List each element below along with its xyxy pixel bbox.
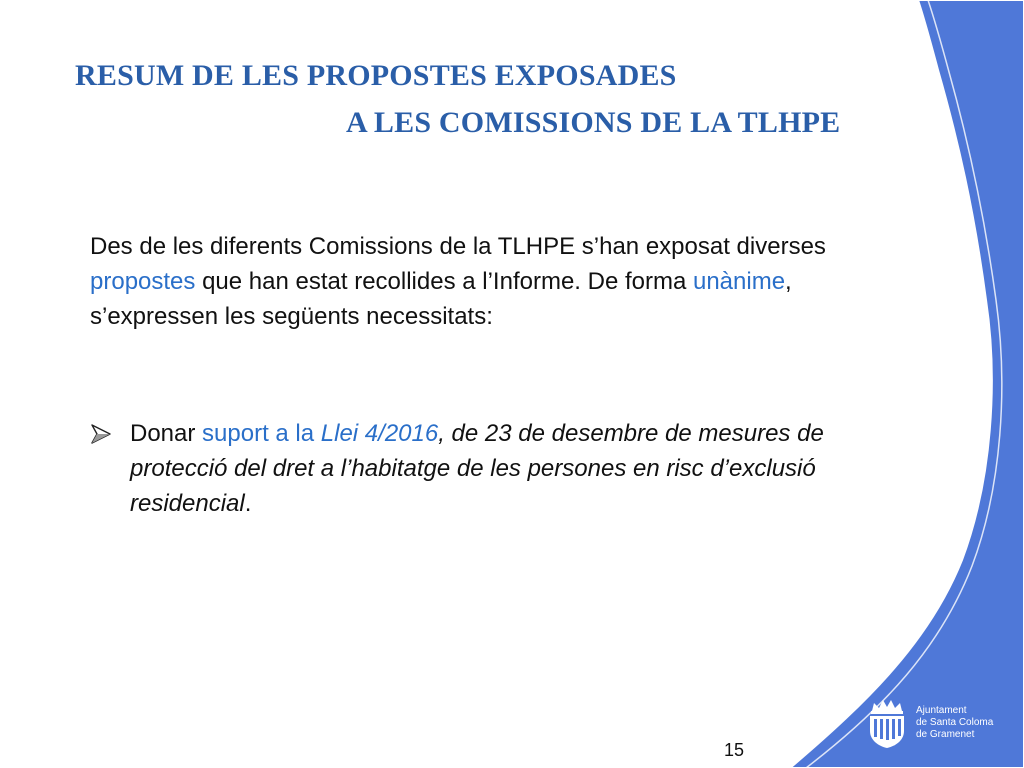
slide-title-line2: A LES COMISSIONS DE LA TLHPE xyxy=(346,106,841,139)
coat-of-arms-icon xyxy=(864,697,910,749)
bullet-law-reference: Llei 4/2016 xyxy=(320,420,439,447)
logo-line2: de Santa Coloma xyxy=(916,717,994,728)
bullet-text-1: Donar xyxy=(130,420,203,447)
logo-line3: de Gramenet xyxy=(916,729,975,740)
intro-highlight-unanime: unànime xyxy=(692,268,786,295)
intro-paragraph xyxy=(90,229,870,334)
bullet-highlight-suport: suport a la xyxy=(202,420,321,447)
bullet-text-end: . xyxy=(244,490,252,517)
bullet-text-2: , de 23 de desembre de mesures de protecció del dret a l’habitatge de les persones en risc d’exclusió residencial xyxy=(130,420,824,517)
bullet-item xyxy=(90,416,890,521)
intro-text-3: , s’expressen les següents necessitats: xyxy=(90,268,792,330)
intro-highlight-propostes: propostes xyxy=(90,268,196,295)
intro-text-2: que han estat recollides a l’Informe. De forma xyxy=(195,268,693,295)
logo-text xyxy=(916,705,993,741)
bullet-text xyxy=(90,416,890,521)
slide-title-line1: RESUM DE LES PROPOSTES EXPOSADES xyxy=(75,59,677,92)
page-number: 15 xyxy=(724,740,745,760)
logo-line1: Ajuntament xyxy=(916,705,967,716)
intro-text-1: Des de les diferents Comissions de la TLHPE s’han exposat diverses xyxy=(90,233,826,260)
ajuntament-logo xyxy=(864,697,1014,749)
arrow-bullet-icon xyxy=(90,424,112,444)
